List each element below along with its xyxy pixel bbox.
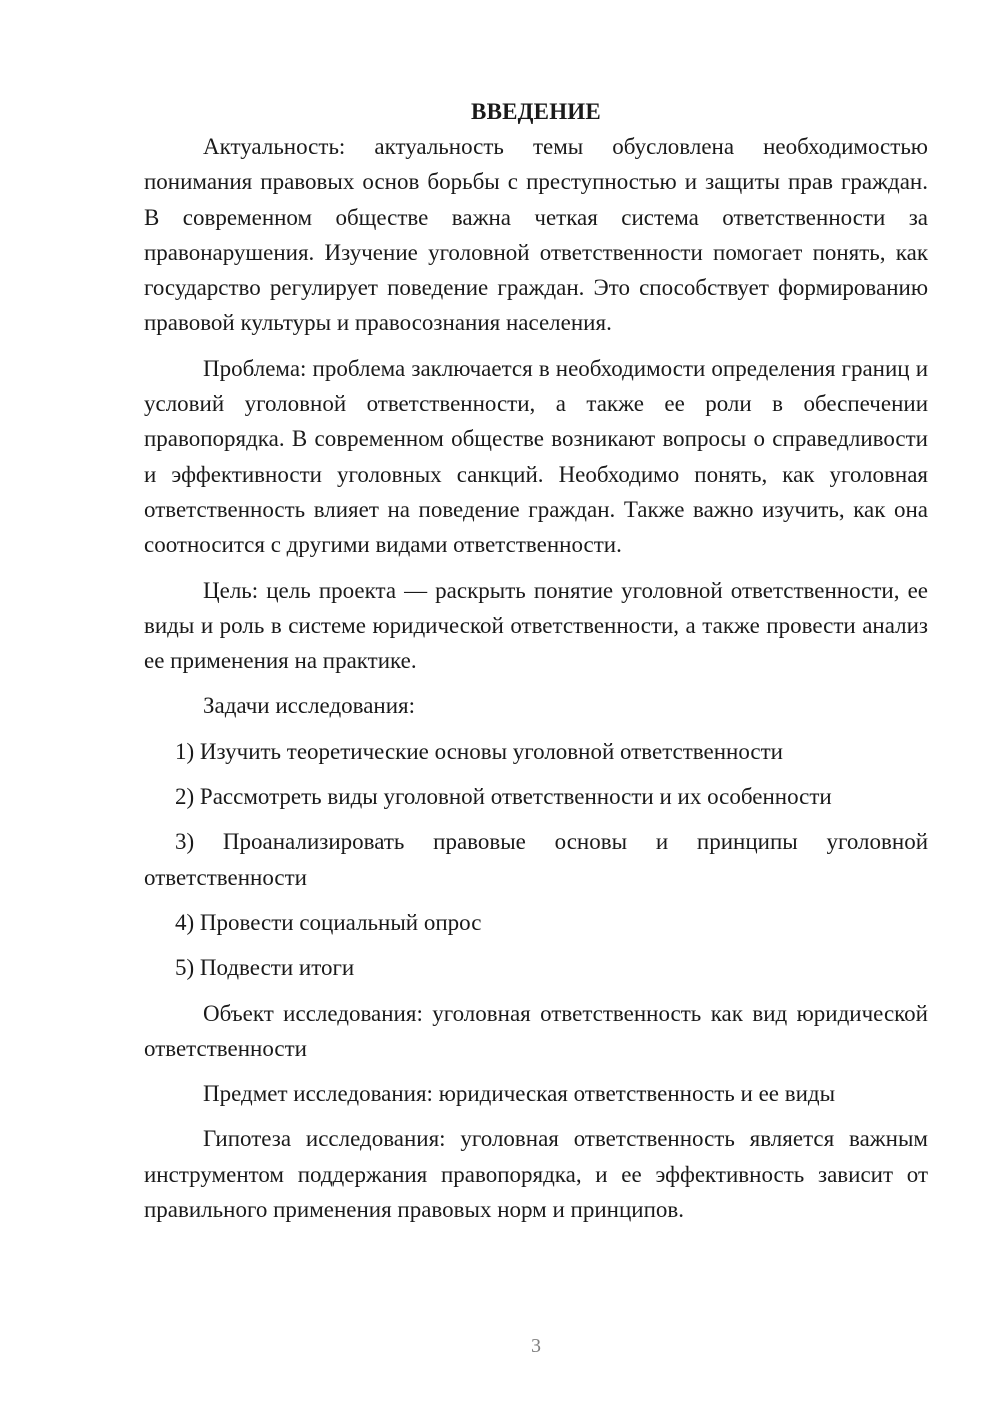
task-item-5: 5) Подвести итоги bbox=[175, 955, 355, 981]
task-item-3: 3) Проанализировать правовые основы и принципы уголовной ответственности bbox=[144, 829, 928, 890]
tasks-list bbox=[144, 734, 928, 986]
paragraph-problem: Проблема: проблема заключается в необходимости определения границ и условий уголовной ответственности, а также ее роли в обеспечении правопорядка. В современном обществе возникают вопросы о справедливости и эффективности уголовных санкций. Необходимо понять, как уголовная ответственность влияет на поведение граждан. Также важно изучить, как она соотносится с другими видами ответственности. bbox=[144, 355, 928, 558]
page-number: 3 bbox=[531, 1335, 541, 1357]
paragraph-goal: Цель: цель проекта — раскрыть понятие уголовной ответственности, ее виды и роль в системе юридической ответственности, а также провести анализ ее применения на практике. bbox=[144, 577, 928, 674]
document-page bbox=[144, 94, 928, 1227]
task-item-4: 4) Провести социальный опрос bbox=[175, 909, 482, 935]
paragraph-relevance: Актуальность: актуальность темы обусловлена необходимостью понимания правовых основ борьбы с преступностью и защиты прав граждан. В современном обществе важна четкая система ответственности за правонарушения. Изучение уголовной ответственности помогает понять, как государство регулирует поведение граждан. Это способствует формированию правовой культуры и правосознания населения. bbox=[144, 134, 928, 336]
tasks-heading: Задачи исследования: bbox=[203, 693, 416, 719]
paragraph-object: Объект исследования: уголовная ответственность как вид юридической ответственности bbox=[144, 1000, 928, 1061]
task-item-2: 2) Рассмотреть виды уголовной ответственности и их особенности bbox=[175, 784, 832, 810]
paragraph-hypothesis: Гипотеза исследования: уголовная ответственность является важным инструментом поддержания правопорядка, и ее эффективность зависит от правильного применения правовых норм и принципов. bbox=[144, 1126, 928, 1223]
paragraph-subject: Предмет исследования: юридическая ответственность и ее виды bbox=[203, 1081, 836, 1107]
task-item-1: 1) Изучить теоретические основы уголовной ответственности bbox=[175, 738, 783, 764]
document-title: ВВЕДЕНИЕ bbox=[471, 99, 601, 124]
